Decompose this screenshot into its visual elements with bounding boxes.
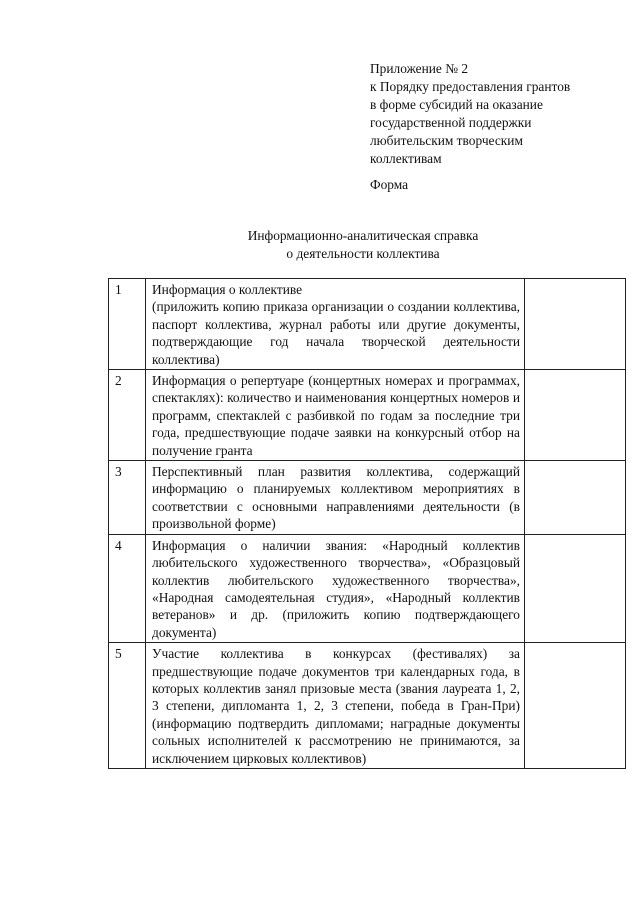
row-number: 1	[109, 279, 146, 370]
document-title	[0, 227, 640, 263]
row-number: 2	[109, 370, 146, 461]
row-answer-cell[interactable]	[525, 534, 626, 642]
row-text: Информация о наличии звания: «Народный коллектив любительского художественного творчества», «Образцовый коллектив любительского художественного творчества», «Народная самодеятельная студия», «Народный коллектив ветеранов» и др. (приложить копию подтверждающего документа)	[152, 537, 520, 640]
appendix-line: государственной поддержки	[370, 115, 532, 130]
row-number: 3	[109, 461, 146, 535]
row-answer-cell[interactable]	[525, 370, 626, 461]
row-answer-cell[interactable]	[525, 461, 626, 535]
form-label: Форма	[370, 177, 409, 192]
appendix-line: коллективам	[370, 151, 442, 166]
appendix-line: любительским творческим	[370, 133, 523, 148]
row-text: Перспективный план развития коллектива, содержащий информацию о планируемых коллективом мероприятиях в соответствии с основными направлениями деятельности (в произвольной форме)	[152, 464, 520, 532]
row-text: (приложить копию приказа организации о создании коллектива, паспорт коллектива, журнал работы или другие документы, подтверждающие год начала творческой деятельности коллектива)	[152, 299, 520, 367]
info-table	[108, 278, 626, 769]
row-description	[146, 461, 525, 535]
appendix-header	[370, 60, 570, 168]
row-description	[146, 643, 525, 769]
appendix-line: Приложение № 2	[370, 61, 469, 76]
table-row	[109, 643, 626, 769]
row-text: Информация о репертуаре (концертных номерах и программах, спектаклях): количество и наименования концертных номеров и программ, спектаклей с разбивкой по годам за последние три года, предшествующие подаче заявки на конкурсный отбор на получение гранта	[152, 373, 520, 458]
table-row	[109, 370, 626, 461]
table-row	[109, 461, 626, 535]
table-row	[109, 279, 626, 370]
row-description	[146, 370, 525, 461]
appendix-line: к Порядку предоставления грантов	[370, 79, 571, 94]
table-row	[109, 534, 626, 642]
row-description	[146, 279, 525, 370]
title-line-1: Информационно-аналитическая справка	[247, 228, 479, 243]
row-heading: Информация о коллективе	[152, 282, 303, 297]
row-description	[146, 534, 525, 642]
appendix-line: в форме субсидий на оказание	[370, 97, 543, 112]
row-answer-cell[interactable]	[525, 643, 626, 769]
title-line-2: о деятельности коллектива	[286, 246, 440, 261]
row-number: 4	[109, 534, 146, 642]
row-answer-cell[interactable]	[525, 279, 626, 370]
row-text: Участие коллектива в конкурсах (фестивалях) за предшествующие подаче документов три календарных года, в которых коллектив занял призовые места (звания лауреата 1, 2, 3 степени, дипломанта 1, 2, 3 степени, победа в Гран-При) (информацию подтвердить дипломами; наградные документы сольных исполнителей к рассмотрению не принимаются, за исключением цирковых коллективов)	[152, 646, 520, 766]
row-number: 5	[109, 643, 146, 769]
